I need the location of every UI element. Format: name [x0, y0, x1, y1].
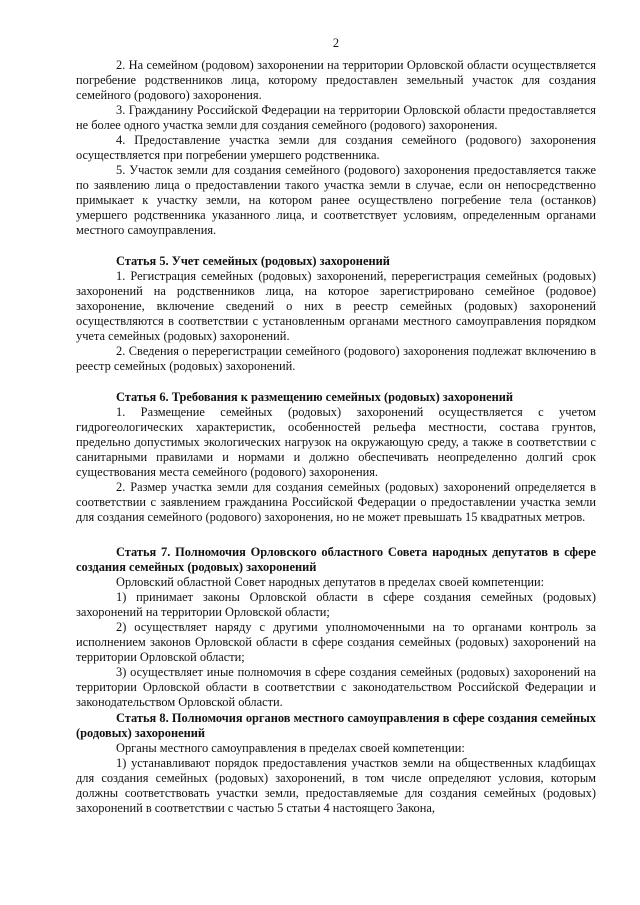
- article-5-title: Статья 5. Учет семейных (родовых) захоронений: [116, 254, 390, 268]
- article-6-paragraph-2: 2. Размер участка земли для создания семейных (родовых) захоронений определяется в соответствии с заявлением гражданина Российской Федерации о предоставлении участка земли для создания семейного (родового) захоронения, но не может превышать 15 квадратных метров.: [76, 480, 596, 524]
- article-8-title: Статья 8. Полномочия органов местного самоуправления в сфере создания семейных (родовых) захоронений: [76, 711, 596, 740]
- document-page: [76, 36, 596, 816]
- intro-paragraph-3: 3. Гражданину Российской Федерации на территории Орловской области предоставляется не более одного участка земли для создания семейного (родового) захоронения.: [76, 103, 596, 132]
- intro-paragraph-4: 4. Предоставление участка земли для создания семейного (родового) захоронения осуществляется при погребении умершего родственника.: [76, 133, 596, 162]
- intro-paragraph-5: 5. Участок земли для создания семейного (родового) захоронения предоставляется также по заявлению лица о предоставлении такого участка земли в случае, если он непосредственно примыкает к участку земли, на котором ранее осуществлено погребение тела (останков) умершего родственника указанного лица, и соответствует условиям, определенным органами местного самоуправления.: [76, 163, 596, 237]
- article-7-item-3: 3) осуществляет иные полномочия в сфере создания семейных (родовых) захоронений на территории Орловской области в соответствии с законодательством Российской Федерации и законодательством Орловской области.: [76, 665, 596, 709]
- article-8-lead: Органы местного самоуправления в пределах своей компетенции:: [116, 741, 465, 755]
- article-7-lead: Орловский областной Совет народных депутатов в пределах своей компетенции:: [116, 575, 545, 589]
- article-5-paragraph-1: 1. Регистрация семейных (родовых) захоронений, перерегистрация семейных (родовых) захоронений на родственников лица, на которое зарегистрировано семейное (родовое) захоронение, включение сведений о них в реестр семейных (родовых) захоронений осуществляются в соответствии с установленным органами местного самоуправления порядком учета семейных (родовых) захоронений.: [76, 269, 596, 343]
- article-7-item-2: 2) осуществляет наряду с другими уполномоченными на то органами контроль за исполнением законов Орловской области в сфере создания семейных (родовых) захоронений на территории Орловской области;: [76, 620, 596, 664]
- spacer: [76, 238, 596, 254]
- spacer: [76, 374, 596, 390]
- spacer: [76, 525, 596, 545]
- page-number: 2: [332, 36, 340, 50]
- intro-paragraph-2: 2. На семейном (родовом) захоронении на территории Орловской области осуществляется погребение родственников лица, которому предоставлен земельный участок для создания семейного (родового) захоронения.: [76, 58, 596, 102]
- article-6-title: Статья 6. Требования к размещению семейных (родовых) захоронений: [116, 390, 514, 404]
- article-7-title: Статья 7. Полномочия Орловского областного Совета народных депутатов в сфере создания семейных (родовых) захоронений: [76, 545, 596, 574]
- article-8-item-1: 1) устанавливают порядок предоставления участков земли на общественных кладбищах для создания семейных (родовых) захоронений, в том числе определяют условия, которым должны соответствовать участки земли, предоставляемые для создания семейных (родовых) захоронений в соответствии с частью 5 статьи 4 настоящего Закона,: [76, 756, 596, 815]
- article-5-paragraph-2: 2. Сведения о перерегистрации семейного (родового) захоронения подлежат включению в реестр семейных (родовых) захоронений.: [76, 344, 596, 373]
- article-7-item-1: 1) принимает законы Орловской области в сфере создания семейных (родовых) захоронений на территории Орловской области;: [76, 590, 596, 619]
- article-6-paragraph-1: 1. Размещение семейных (родовых) захоронений осуществляется с учетом гидрогеологических характеристик, особенностей рельефа местности, состава грунтов, предельно допустимых экологических нагрузок на окружающую среду, а также в соответствии с санитарными правилами и нормами и должно обеспечивать неопределенно долгий срок существования места семейного (родового) захоронения.: [76, 405, 596, 479]
